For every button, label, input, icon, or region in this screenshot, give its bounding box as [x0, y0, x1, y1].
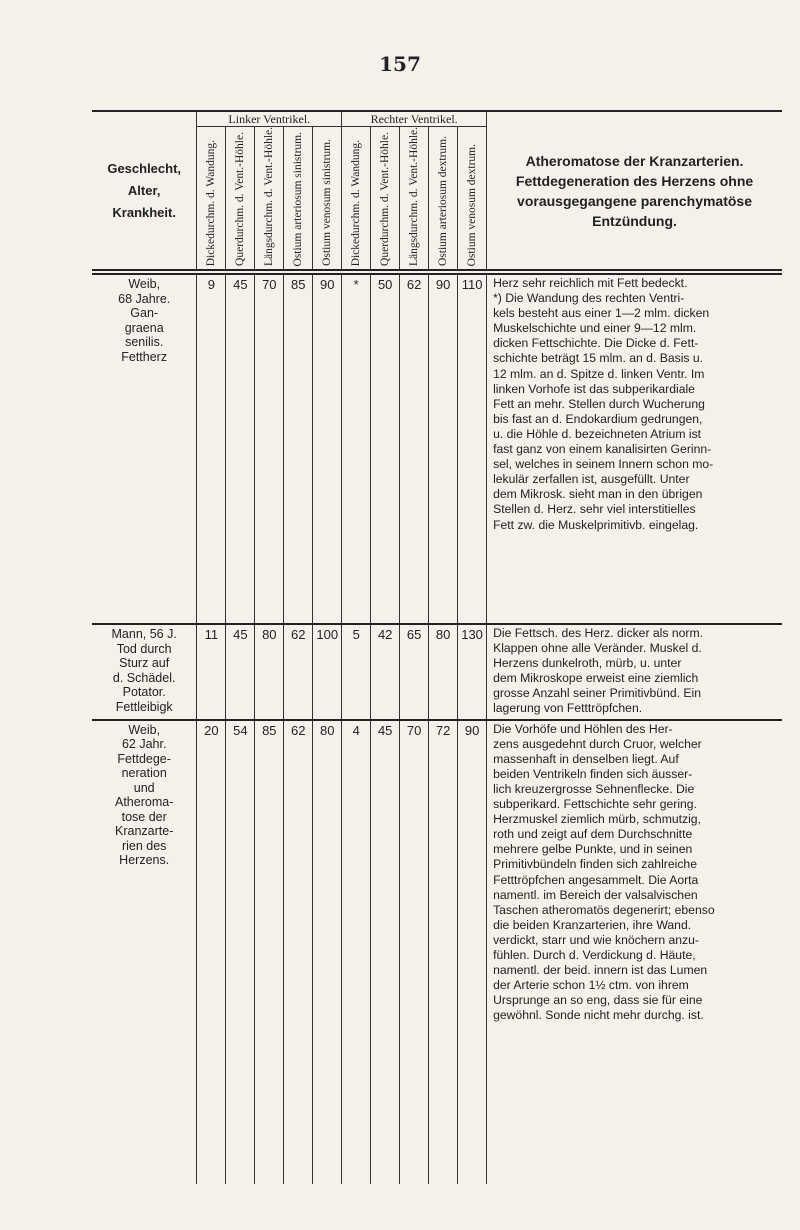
value-cell: 45: [371, 720, 400, 1184]
value-cell: 90: [313, 274, 342, 624]
page-number: 157: [379, 52, 421, 76]
section-title: [487, 112, 782, 270]
remarks-cell: Die Vorhöfe und Höhlen des Her- zens ausgedehnt durch Cruor, welcher massenhaft in denselben liegt. Auf beiden Ventrikeln finden sich äusser- lich kreuzergrosse Sehnenflecke. Die subperikard. Fettschichte sehr gering. Herzmuskel ziemlich mürb, schmutzig, roth und zeigt auf dem Durchschnitte mehrere gelbe Punkte, und in seinen Primitivbündeln finden sich zahlreiche Fetttröpfchen angesammelt. Die Aorta namentl. im Bereich der valsalvischen Taschen atheromatös degenerirt; ebenso die beiden Kranzarterien, ihre Wand. verdickt, starr und wie knöchern anzu- fühlen. Durch d. Verdickung d. Häute, namentl. der beid. innern ist das Lumen der Arterie schon 1½ ctm. von ihrem Ursprunge an so eng, dass sie für eine gewöhnl. Sonde nicht mehr durchg. ist.: [487, 720, 782, 1184]
remarks-cell: Herz sehr reichlich mit Fett bedeckt. *) Die Wandung des rechten Ventri- kels besteht aus einer 1—2 mlm. dicken Muskelschichte und einer 9—12 mlm. dicken Fettschichte. Die Dicke d. Fett- schichte beträgt 15 mlm. an d. Basis u. 12 mlm. an d. Spitze d. linken Ventr. Im linken Vorhofe ist das subperikardiale Fett an mehr. Stellen durch Wucherung bis fast an d. Endokardium gedrungen, u. die Höhle d. bezeichneten Atrium ist fast ganz von einem kanalisirten Gerinn- sel, welches in seinem Innern schon mo- lekulär zerfallen ist, ausgefüllt. Unter dem Mikrosk. sieht man in den übrigen Stellen d. Herz. sehr viel interstitielles Fett zw. die Muskelprimitivb. eingelag.: [487, 274, 782, 624]
column-header: Dickedurchm. d. Wandung.: [342, 127, 371, 271]
value-cell: 70: [255, 274, 284, 624]
value-cell: 80: [313, 720, 342, 1184]
column-header: Querdurchm. d. Vent.-Höhle.: [226, 127, 255, 271]
value-cell: 85: [284, 274, 313, 624]
value-cell: 42: [371, 624, 400, 720]
value-cell: 45: [226, 274, 255, 624]
value-cell: 100: [313, 624, 342, 720]
table-row: [92, 624, 782, 720]
value-cell: 9: [197, 274, 226, 624]
value-cell: 20: [197, 720, 226, 1184]
table-row: [92, 720, 782, 1184]
value-cell: 80: [429, 624, 458, 720]
remarks-cell: Die Fettsch. des Herz. dicker als norm. Klappen ohne alle Veränder. Muskel d. Herzens dunkelroth, mürb, u. unter dem Mikroskope erweist eine ziemlich grosse Anzahl seiner Primitivbünd. Ein lagerung von Fetttröpfchen.: [487, 624, 782, 720]
value-cell: 80: [255, 624, 284, 720]
column-header: Ostium venosum dextrum.: [458, 127, 487, 271]
data-table: [92, 110, 782, 1184]
patient-cell: Mann, 56 J. Tod durch Sturz auf d. Schädel. Potator. Fettleibigk: [92, 624, 197, 720]
value-cell: 70: [400, 720, 429, 1184]
table-row: [92, 274, 782, 624]
column-header: Ostium arteriosum sinistrum.: [284, 127, 313, 271]
column-header: Ostium arteriosum dextrum.: [429, 127, 458, 271]
header-sex: Geschlecht,: [107, 160, 182, 176]
header-disease: Krankheit.: [112, 204, 176, 220]
value-cell: 5: [342, 624, 371, 720]
value-cell: 62: [284, 720, 313, 1184]
value-cell: 45: [226, 624, 255, 720]
group-header-right-ventricle: Rechter Ventrikel.: [342, 112, 487, 127]
value-cell: 4: [342, 720, 371, 1184]
value-cell: 62: [284, 624, 313, 720]
column-header: Dickedurchm. d. Wandung.: [197, 127, 226, 271]
column-header: Ostium venosum sinistrum.: [313, 127, 342, 271]
value-cell: *: [342, 274, 371, 624]
section-title-line-2: Fettdegeneration des Herzens ohne: [515, 172, 754, 189]
value-cell: 50: [371, 274, 400, 624]
value-cell: 65: [400, 624, 429, 720]
value-cell: 11: [197, 624, 226, 720]
value-cell: 62: [400, 274, 429, 624]
column-header: Längsdurchm. d. Vent.-Höhle.: [400, 127, 429, 271]
value-cell: 54: [226, 720, 255, 1184]
value-cell: 72: [429, 720, 458, 1184]
patient-cell: Weib, 68 Jahre. Gan- graena senilis. Fettherz: [92, 274, 197, 624]
value-cell: 90: [458, 720, 487, 1184]
value-cell: 90: [429, 274, 458, 624]
value-cell: 110: [458, 274, 487, 624]
section-title-line-3: vorausgegangene parenchymatöse: [517, 192, 753, 209]
value-cell: 130: [458, 624, 487, 720]
value-cell: 85: [255, 720, 284, 1184]
data-table-wrapper: [92, 110, 782, 1184]
column-header: Querdurchm. d. Vent.-Höhle.: [371, 127, 400, 271]
group-header-left-ventricle: Linker Ventrikel.: [197, 112, 342, 127]
section-title-line-1: Atheromatose der Kranzarterien.: [525, 152, 744, 169]
header-age: Alter,: [127, 182, 161, 198]
patient-cell: Weib, 62 Jahr. Fettdege- neration und Atheroma- tose der Kranzarte- rien des Herzens.: [92, 720, 197, 1184]
column-header: Längsdurchm. d. Vent.-Höhle.: [255, 127, 284, 271]
first-column-header: [92, 112, 197, 270]
section-title-line-4: Entzündung.: [592, 212, 677, 229]
